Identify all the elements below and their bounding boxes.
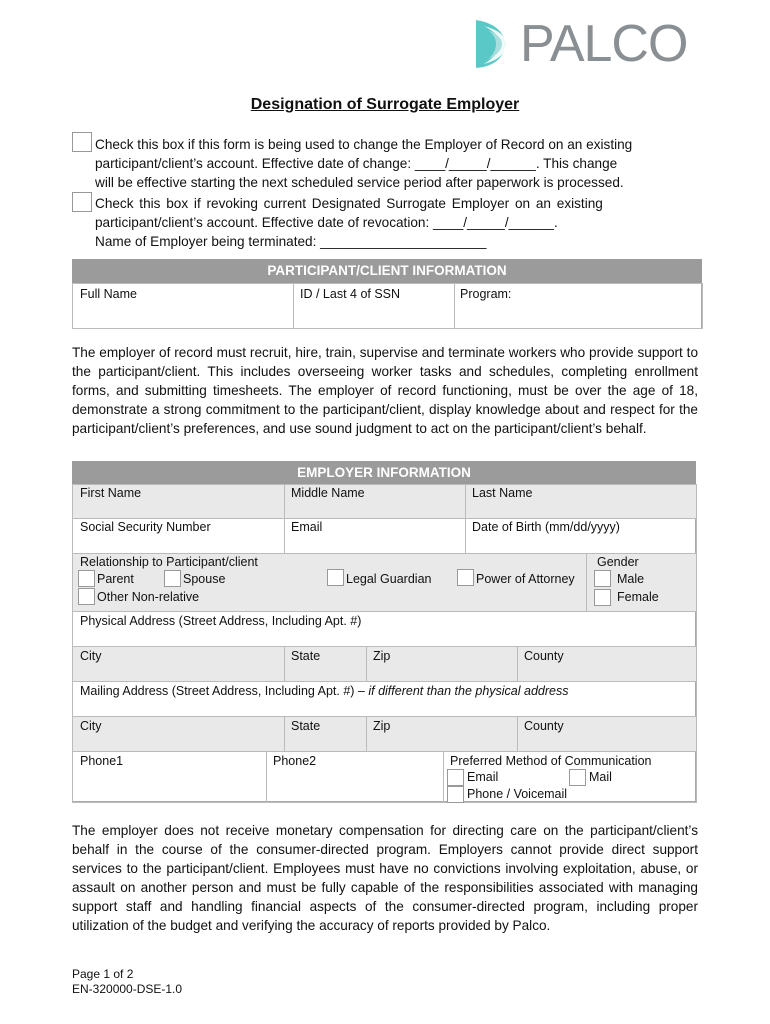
mailing-address-label xyxy=(80,684,568,699)
phone2-label: Phone2 xyxy=(273,754,317,768)
pref-phone-checkbox[interactable] xyxy=(447,786,464,803)
email-label: Email xyxy=(291,520,323,534)
ssn-label: Social Security Number xyxy=(80,520,211,534)
parent-label: Parent xyxy=(97,572,134,586)
other-non-relative-label: Other Non-relative xyxy=(97,590,200,604)
legal-guardian-checkbox[interactable] xyxy=(327,569,344,586)
mailing-address-text: Mailing Address (Street Address, Including Apt. #) – xyxy=(80,684,369,698)
first-name-label: First Name xyxy=(80,486,142,500)
physical-address-label: Physical Address (Street Address, Including Apt. #) xyxy=(80,614,362,628)
male-checkbox[interactable] xyxy=(594,570,611,587)
preferred-method-label: Preferred Method of Communication xyxy=(450,754,652,768)
spouse-checkbox[interactable] xyxy=(164,570,181,587)
change-employer-checkbox[interactable] xyxy=(72,132,92,152)
full-name-label: Full Name xyxy=(80,287,137,301)
male-label: Male xyxy=(617,572,645,586)
palco-logo xyxy=(472,16,687,72)
revoke-line-2: participant/client’s account. Effective date of revocation: ____/_____/______. xyxy=(95,215,558,230)
zip-label: Zip xyxy=(373,649,391,663)
revoke-line-1: Check this box if revoking current Designated Surrogate Employer on an existing xyxy=(95,196,603,211)
mailing-city-field[interactable] xyxy=(72,716,285,752)
employer-responsibilities-paragraph: The employer of record must recruit, hire, train, supervise and terminate workers who provide support to the participant/client. This includes overseeing worker tasks and schedules, completing enrollment forms, and submitting timesheets. The employer of record functioning, must be over the age of 18, demonstrate a strong commitment to the participant/client, display knowledge about and respect for the participant/client’s preferences, and use sound judgment to act on the participant/client’s behalf. xyxy=(72,345,698,436)
female-checkbox[interactable] xyxy=(594,589,611,606)
pref-mail-checkbox[interactable] xyxy=(569,769,586,786)
change-line-3: will be effective starting the next scheduled service period after paperwork is processed. xyxy=(95,175,624,190)
change-employer-text xyxy=(95,135,695,192)
mailing-zip-label: Zip xyxy=(373,719,391,733)
page-number: Page 1 of 2 xyxy=(72,967,134,981)
spouse-label: Spouse xyxy=(183,572,226,586)
city-field[interactable] xyxy=(72,646,285,682)
revoke-employer-text xyxy=(95,194,695,251)
employer-section-header: EMPLOYER INFORMATION xyxy=(72,461,696,485)
parent-checkbox[interactable] xyxy=(78,570,95,587)
participant-section-header: PARTICIPANT/CLIENT INFORMATION xyxy=(72,259,702,283)
palco-logo-icon xyxy=(472,18,520,70)
program-label: Program: xyxy=(460,287,512,301)
power-of-attorney-checkbox[interactable] xyxy=(457,569,474,586)
other-non-relative-checkbox[interactable] xyxy=(78,588,95,605)
change-line-1: Check this box if this form is being used to change the Employer of Record on an existing xyxy=(95,137,633,152)
gender-label: Gender xyxy=(597,555,639,569)
county-label: County xyxy=(524,649,564,663)
middle-name-label: Middle Name xyxy=(291,486,365,500)
mailing-state-label: State xyxy=(291,719,321,733)
female-label: Female xyxy=(617,590,659,604)
pref-mail-label: Mail xyxy=(589,770,612,784)
dob-label: Date of Birth (mm/dd/yyyy) xyxy=(472,520,620,534)
mailing-address-note: if different than the physical address xyxy=(368,684,569,698)
state-label: State xyxy=(291,649,321,663)
pref-email-label: Email xyxy=(467,770,499,784)
legal-guardian-label: Legal Guardian xyxy=(346,572,432,586)
revoke-line-3: Name of Employer being terminated: ______________________ xyxy=(95,234,487,249)
pref-email-checkbox[interactable] xyxy=(447,769,464,786)
mailing-city-label: City xyxy=(80,719,102,733)
palco-logo-text: PALCO xyxy=(520,15,688,73)
last-name-label: Last Name xyxy=(472,486,533,500)
revoke-employer-checkbox[interactable] xyxy=(72,192,92,212)
monetary-compensation-paragraph: The employer does not receive monetary compensation for directing care on the participant/client’s behalf in the course of the consumer-directed program. Employers cannot provide direct support services to the participant/client. Employees must have no convictions involving exploitation, abuse, or assault on another person and must be fully capable of the responsibilities associated with managing support staff and handling financial aspects of the consumer-directed program, including proper utilization of the budget and verifying the accuracy of reports provided by Palco. xyxy=(72,823,698,933)
participant-table xyxy=(72,283,702,329)
employer-table xyxy=(72,484,696,802)
form-code: EN-320000-DSE-1.0 xyxy=(72,982,183,996)
power-of-attorney-label: Power of Attorney xyxy=(476,572,575,586)
city-label: City xyxy=(80,649,102,663)
mailing-county-label: County xyxy=(524,719,564,733)
relationship-label: Relationship to Participant/client xyxy=(80,555,258,569)
page-title: Designation of Surrogate Employer xyxy=(250,96,520,113)
change-line-2: participant/client’s account. Effective date of change: ____/_____/______. This change xyxy=(95,156,618,171)
phone1-label: Phone1 xyxy=(80,754,124,768)
pref-phone-label: Phone / Voicemail xyxy=(467,787,568,801)
id-ssn-label: ID / Last 4 of SSN xyxy=(300,287,401,301)
